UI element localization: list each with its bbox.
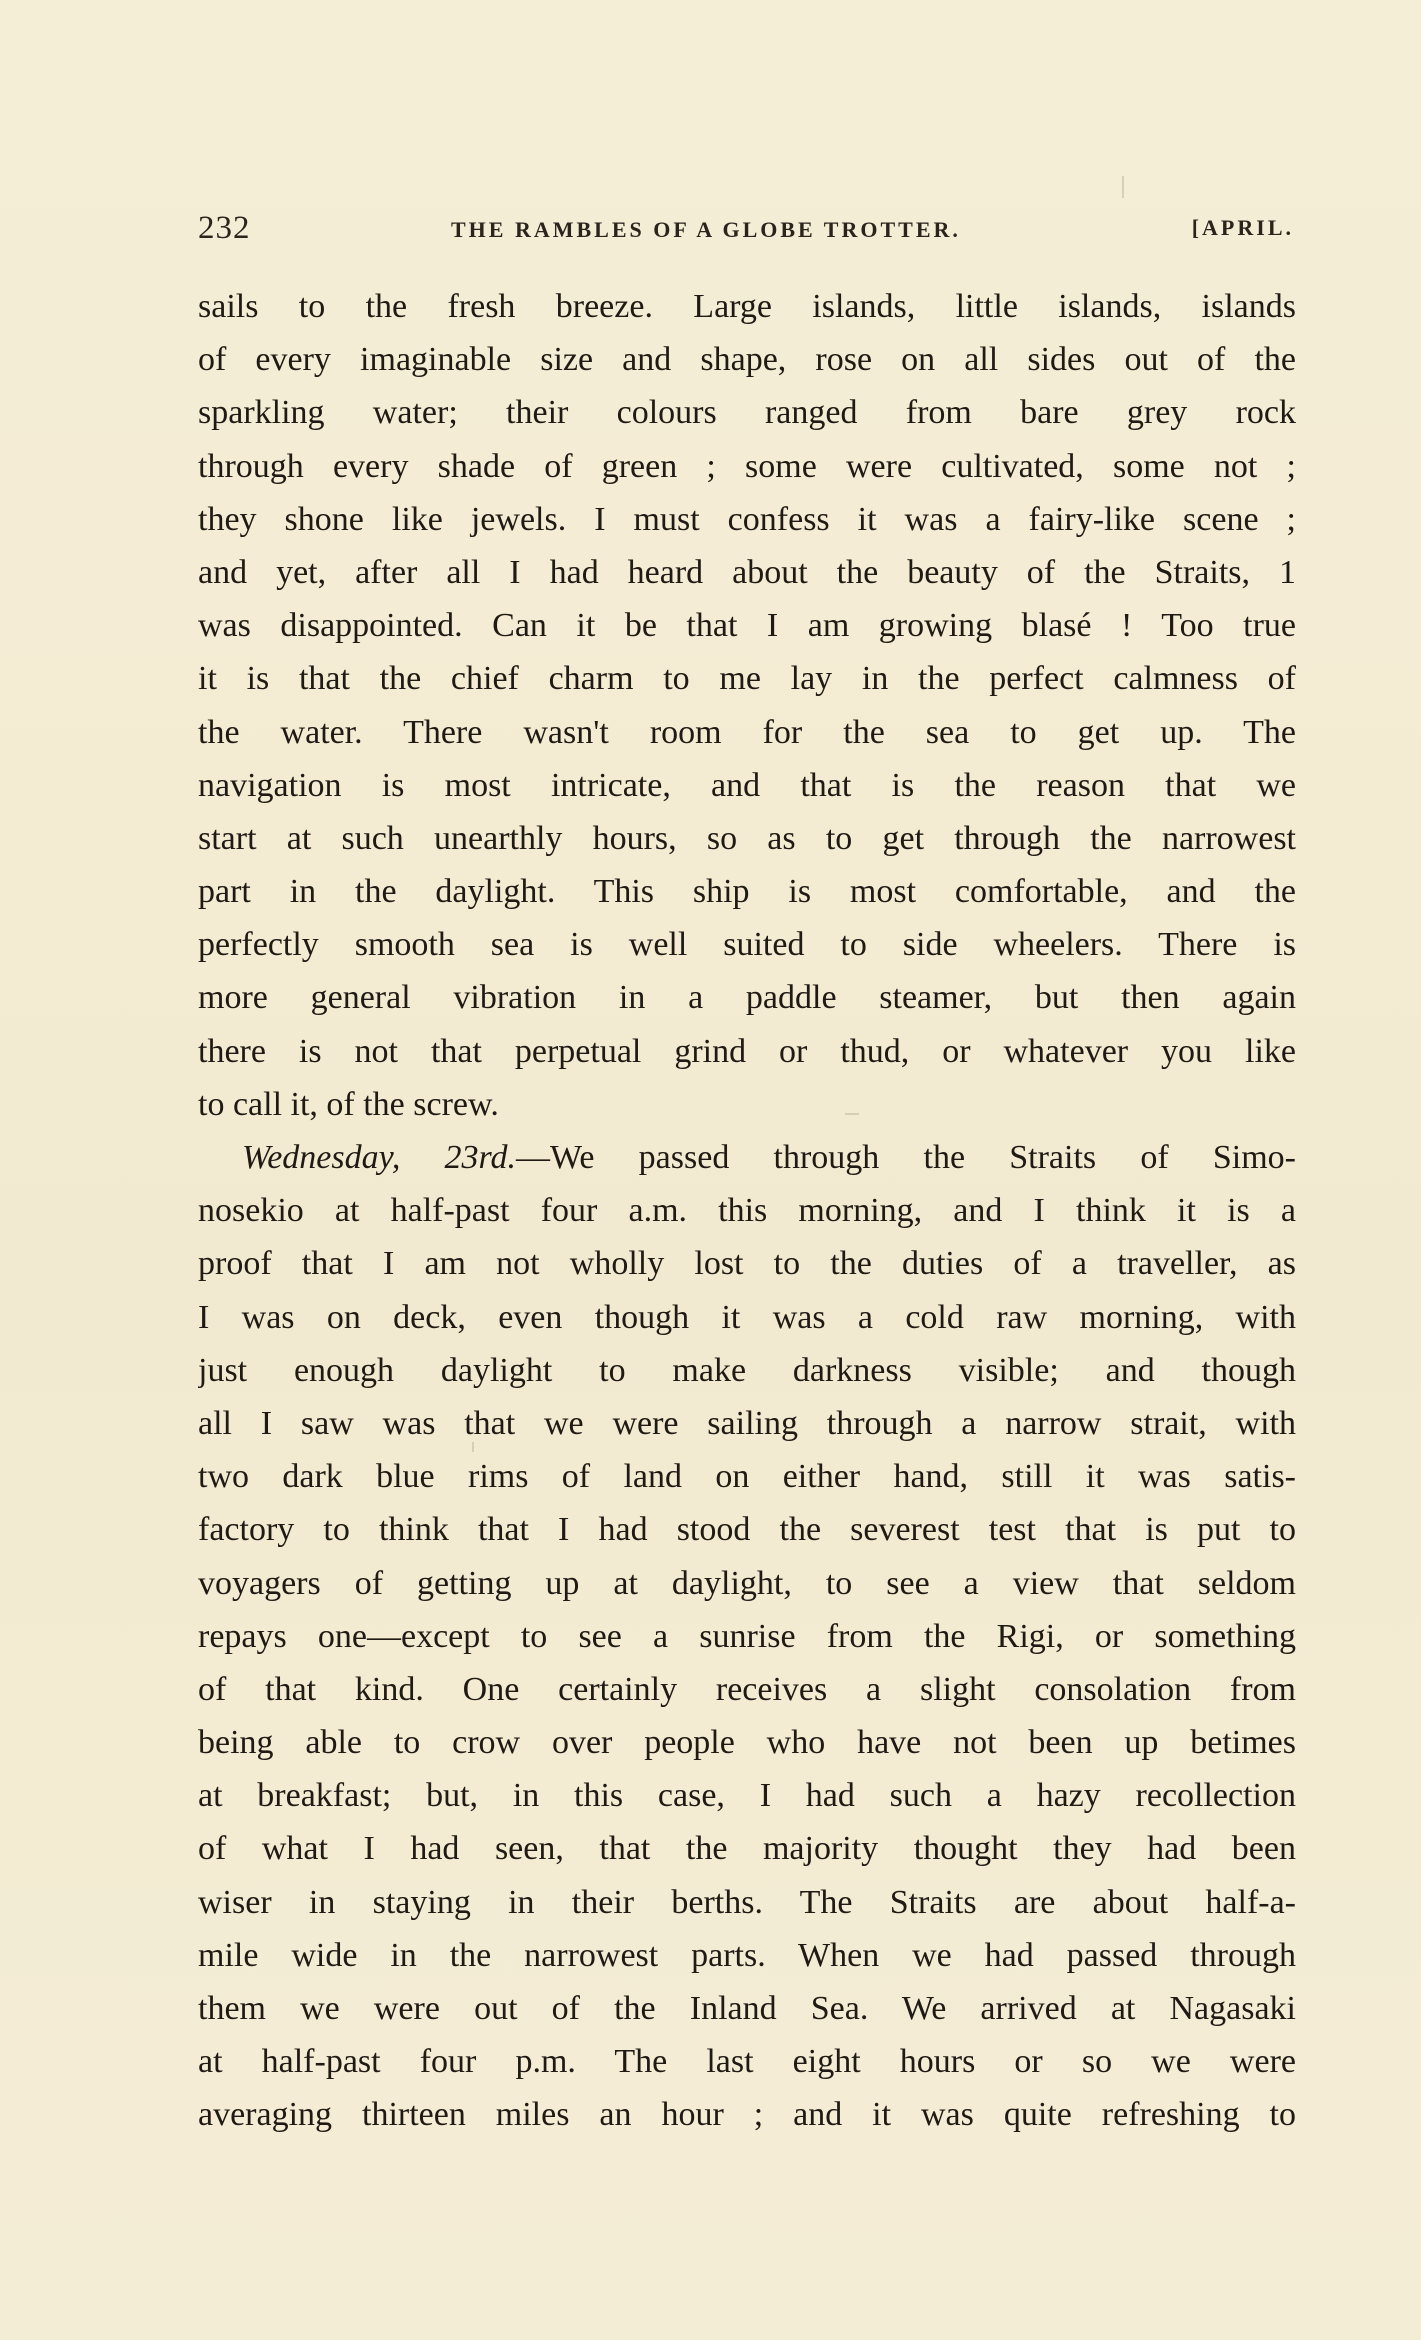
text-line: it is that the chief charm to me lay in the perfect calmness of	[198, 660, 1296, 698]
text-line: they shone like jewels. I must confess it was a fairy-like scene ;	[198, 500, 1296, 538]
text-line: was disappointed. Can it be that I am growing blasé ! Too true	[198, 607, 1296, 645]
text-line: voyagers of getting up at daylight, to see a view that seldom	[198, 1564, 1296, 1602]
text-line: part in the daylight. This ship is most comfortable, and the	[198, 873, 1296, 911]
text-line	[198, 1131, 1296, 1184]
text-line: proof that I am not wholly lost to the duties of a traveller, as	[198, 1245, 1296, 1283]
text-line: nosekio at half-past four a.m. this morning, and I think it is a	[198, 1192, 1296, 1230]
text-line: of that kind. One certainly receives a slight consolation from	[198, 1670, 1296, 1708]
text-line: and yet, after all I had heard about the beauty of the Straits, 1	[198, 553, 1296, 591]
text-line: two dark blue rims of land on either hand, still it was satis-	[198, 1458, 1296, 1496]
page-number: 232	[198, 210, 251, 246]
text-line: the water. There wasn't room for the sea to get up. The	[198, 713, 1296, 751]
section-month: [APRIL.	[1191, 215, 1294, 240]
text-line: of what I had seen, that the majority thought they had been	[198, 1830, 1296, 1868]
text-line: perfectly smooth sea is well suited to side wheelers. There is	[198, 926, 1296, 964]
text-line: all I saw was that we were sailing through a narrow strait, with	[198, 1404, 1296, 1442]
text-line: start at such unearthly hours, so as to get through the narrowest	[198, 819, 1296, 857]
text-line: averaging thirteen miles an hour ; and it was quite refreshing to	[198, 2096, 1296, 2134]
text-line: sparkling water; their colours ranged from bare grey rock	[198, 394, 1296, 432]
body-text	[198, 280, 1296, 2142]
text-line: there is not that perpetual grind or thud, or whatever you like	[198, 1032, 1296, 1070]
text-line: sails to the fresh breeze. Large islands, little islands, islands	[198, 288, 1296, 325]
text-line: factory to think that I had stood the severest test that is put to	[198, 1511, 1296, 1549]
text-line: at half-past four p.m. The last eight hours or so we were	[198, 2043, 1296, 2081]
text-line: just enough daylight to make darkness visible; and though	[198, 1351, 1296, 1389]
text-line: repays one—except to see a sunrise from the Rigi, or something	[198, 1617, 1296, 1655]
text-line: to call it, of the screw.	[198, 1085, 499, 1123]
text-line: more general vibration in a paddle steamer, but then again	[198, 979, 1296, 1017]
text-line: through every shade of green ; some were cultivated, some not ;	[198, 447, 1296, 485]
text-line: of every imaginable size and shape, rose on all sides out of the	[198, 341, 1296, 379]
book-title: THE RAMBLES OF A GLOBE TROTTER.	[451, 217, 961, 242]
paragraph-2	[198, 1131, 1296, 2142]
date-lead-in: Wednesday, 23rd.	[242, 1139, 517, 1176]
text-line: at breakfast; but, in this case, I had such a hazy recollection	[198, 1777, 1296, 1815]
text-line: mile wide in the narrowest parts. When we had passed through	[198, 1936, 1296, 1974]
text-line: navigation is most intricate, and that is the reason that we	[198, 766, 1296, 804]
text-run: —We passed through the Straits of Simo-	[516, 1139, 1296, 1176]
text-line: being able to crow over people who have not been up betimes	[198, 1724, 1296, 1762]
paragraph-1	[198, 280, 1296, 1131]
text-line: them we were out of the Inland Sea. We arrived at Nagasaki	[198, 1990, 1296, 2027]
running-head	[198, 210, 1294, 250]
text-line: wiser in staying in their berths. The Straits are about half-a-	[198, 1883, 1296, 1921]
paper-speck	[1122, 176, 1124, 198]
text-line: I was on deck, even though it was a cold raw morning, with	[198, 1298, 1296, 1336]
